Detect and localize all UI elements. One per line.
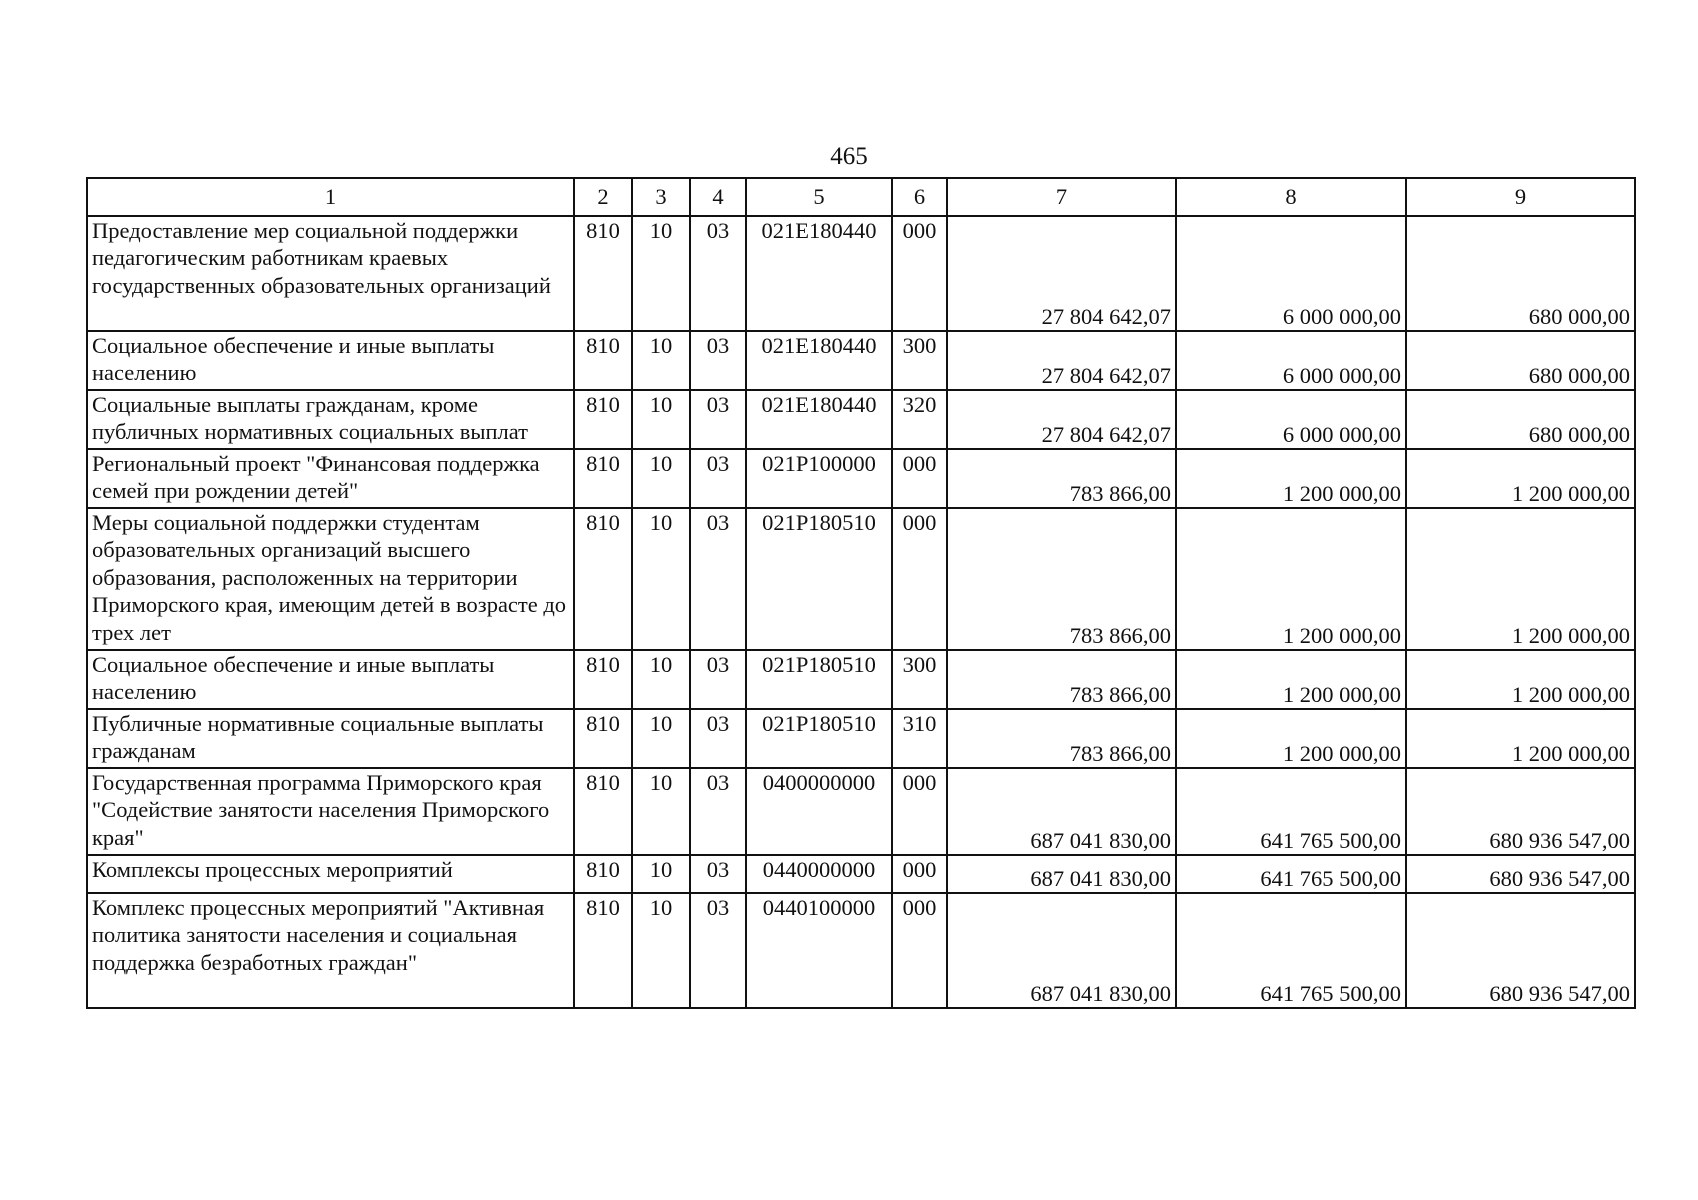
- expense-type-code: 000: [892, 216, 947, 331]
- column-header: 4: [690, 178, 746, 216]
- amount-col-9: 680 000,00: [1406, 216, 1635, 331]
- amount-col-8: 1 200 000,00: [1176, 449, 1406, 508]
- ministry-code: 810: [574, 650, 632, 709]
- subsection-code: 03: [690, 650, 746, 709]
- amount-col-7: 783 866,00: [947, 508, 1176, 650]
- amount-col-7: 687 041 830,00: [947, 855, 1176, 893]
- ministry-code: 810: [574, 893, 632, 1008]
- subsection-code: 03: [690, 331, 746, 390]
- table-row: [87, 216, 1635, 331]
- row-name: Государственная программа Приморского края "Содействие занятости населения Приморского края": [87, 768, 574, 855]
- amount-col-9: 680 936 547,00: [1406, 768, 1635, 855]
- row-name: Социальные выплаты гражданам, кроме публичных нормативных социальных выплат: [87, 390, 574, 449]
- amount-col-8: 641 765 500,00: [1176, 893, 1406, 1008]
- subsection-code: 03: [690, 508, 746, 650]
- amount-col-7: 783 866,00: [947, 449, 1176, 508]
- ministry-code: 810: [574, 768, 632, 855]
- target-article-code: 021E180440: [746, 331, 892, 390]
- amount-col-7: 783 866,00: [947, 650, 1176, 709]
- target-article-code: 0400000000: [746, 768, 892, 855]
- expense-type-code: 310: [892, 709, 947, 768]
- subsection-code: 03: [690, 216, 746, 331]
- column-header: 5: [746, 178, 892, 216]
- target-article-code: 021E180440: [746, 390, 892, 449]
- expense-type-code: 300: [892, 650, 947, 709]
- table-row: [87, 331, 1635, 390]
- row-name: Комплекс процессных мероприятий "Активная политика занятости населения и социальная поддержка безработных граждан": [87, 893, 574, 1008]
- amount-col-8: 1 200 000,00: [1176, 709, 1406, 768]
- section-code: 10: [632, 650, 690, 709]
- amount-col-8: 641 765 500,00: [1176, 768, 1406, 855]
- row-name: Публичные нормативные социальные выплаты гражданам: [87, 709, 574, 768]
- expense-type-code: 000: [892, 449, 947, 508]
- ministry-code: 810: [574, 216, 632, 331]
- amount-col-9: 1 200 000,00: [1406, 709, 1635, 768]
- amount-col-7: 27 804 642,07: [947, 390, 1176, 449]
- subsection-code: 03: [690, 893, 746, 1008]
- amount-col-9: 680 000,00: [1406, 331, 1635, 390]
- expense-type-code: 000: [892, 893, 947, 1008]
- section-code: 10: [632, 216, 690, 331]
- amount-col-8: 1 200 000,00: [1176, 508, 1406, 650]
- table-row: [87, 390, 1635, 449]
- table-row: [87, 855, 1635, 893]
- column-header: 3: [632, 178, 690, 216]
- amount-col-9: 1 200 000,00: [1406, 449, 1635, 508]
- column-header: 1: [87, 178, 574, 216]
- amount-col-7: 687 041 830,00: [947, 768, 1176, 855]
- column-header: 8: [1176, 178, 1406, 216]
- table-row: [87, 508, 1635, 650]
- ministry-code: 810: [574, 709, 632, 768]
- subsection-code: 03: [690, 768, 746, 855]
- ministry-code: 810: [574, 331, 632, 390]
- target-article-code: 021E180440: [746, 216, 892, 331]
- row-name: Социальное обеспечение и иные выплаты населению: [87, 650, 574, 709]
- column-header: 9: [1406, 178, 1635, 216]
- target-article-code: 0440100000: [746, 893, 892, 1008]
- column-number-row: [87, 178, 1635, 216]
- amount-col-9: 680 936 547,00: [1406, 893, 1635, 1008]
- row-name: Комплексы процессных мероприятий: [87, 855, 574, 893]
- amount-col-7: 783 866,00: [947, 709, 1176, 768]
- ministry-code: 810: [574, 449, 632, 508]
- ministry-code: 810: [574, 508, 632, 650]
- row-name: Предоставление мер социальной поддержки педагогическим работникам краевых государственных образовательных организаций: [87, 216, 574, 331]
- target-article-code: 021P180510: [746, 508, 892, 650]
- section-code: 10: [632, 508, 690, 650]
- expense-type-code: 000: [892, 855, 947, 893]
- table-row: [87, 709, 1635, 768]
- table-row: [87, 650, 1635, 709]
- amount-col-8: 6 000 000,00: [1176, 216, 1406, 331]
- column-header: 7: [947, 178, 1176, 216]
- amount-col-9: 680 936 547,00: [1406, 855, 1635, 893]
- expense-type-code: 300: [892, 331, 947, 390]
- page-number: 465: [830, 143, 868, 170]
- amount-col-9: 1 200 000,00: [1406, 508, 1635, 650]
- amount-col-8: 641 765 500,00: [1176, 855, 1406, 893]
- amount-col-9: 1 200 000,00: [1406, 650, 1635, 709]
- subsection-code: 03: [690, 709, 746, 768]
- section-code: 10: [632, 893, 690, 1008]
- section-code: 10: [632, 390, 690, 449]
- table-row: [87, 449, 1635, 508]
- expense-type-code: 000: [892, 508, 947, 650]
- row-name: Региональный проект "Финансовая поддержка семей при рождении детей": [87, 449, 574, 508]
- target-article-code: 021P100000: [746, 449, 892, 508]
- table-row: [87, 768, 1635, 855]
- subsection-code: 03: [690, 855, 746, 893]
- row-name: Социальное обеспечение и иные выплаты населению: [87, 331, 574, 390]
- amount-col-7: 687 041 830,00: [947, 893, 1176, 1008]
- amount-col-8: 1 200 000,00: [1176, 650, 1406, 709]
- section-code: 10: [632, 449, 690, 508]
- expense-type-code: 320: [892, 390, 947, 449]
- section-code: 10: [632, 855, 690, 893]
- section-code: 10: [632, 331, 690, 390]
- subsection-code: 03: [690, 390, 746, 449]
- amount-col-9: 680 000,00: [1406, 390, 1635, 449]
- section-code: 10: [632, 709, 690, 768]
- amount-col-7: 27 804 642,07: [947, 331, 1176, 390]
- target-article-code: 021P180510: [746, 709, 892, 768]
- row-name: Меры социальной поддержки студентам образовательных организаций высшего образования, расположенных на территории Приморского края, имеющим детей в возрасте до трех лет: [87, 508, 574, 650]
- budget-table: [86, 177, 1636, 1009]
- table-row: [87, 893, 1635, 1008]
- target-article-code: 0440000000: [746, 855, 892, 893]
- subsection-code: 03: [690, 449, 746, 508]
- amount-col-8: 6 000 000,00: [1176, 331, 1406, 390]
- expense-type-code: 000: [892, 768, 947, 855]
- amount-col-8: 6 000 000,00: [1176, 390, 1406, 449]
- ministry-code: 810: [574, 390, 632, 449]
- amount-col-7: 27 804 642,07: [947, 216, 1176, 331]
- target-article-code: 021P180510: [746, 650, 892, 709]
- ministry-code: 810: [574, 855, 632, 893]
- column-header: 6: [892, 178, 947, 216]
- column-header: 2: [574, 178, 632, 216]
- section-code: 10: [632, 768, 690, 855]
